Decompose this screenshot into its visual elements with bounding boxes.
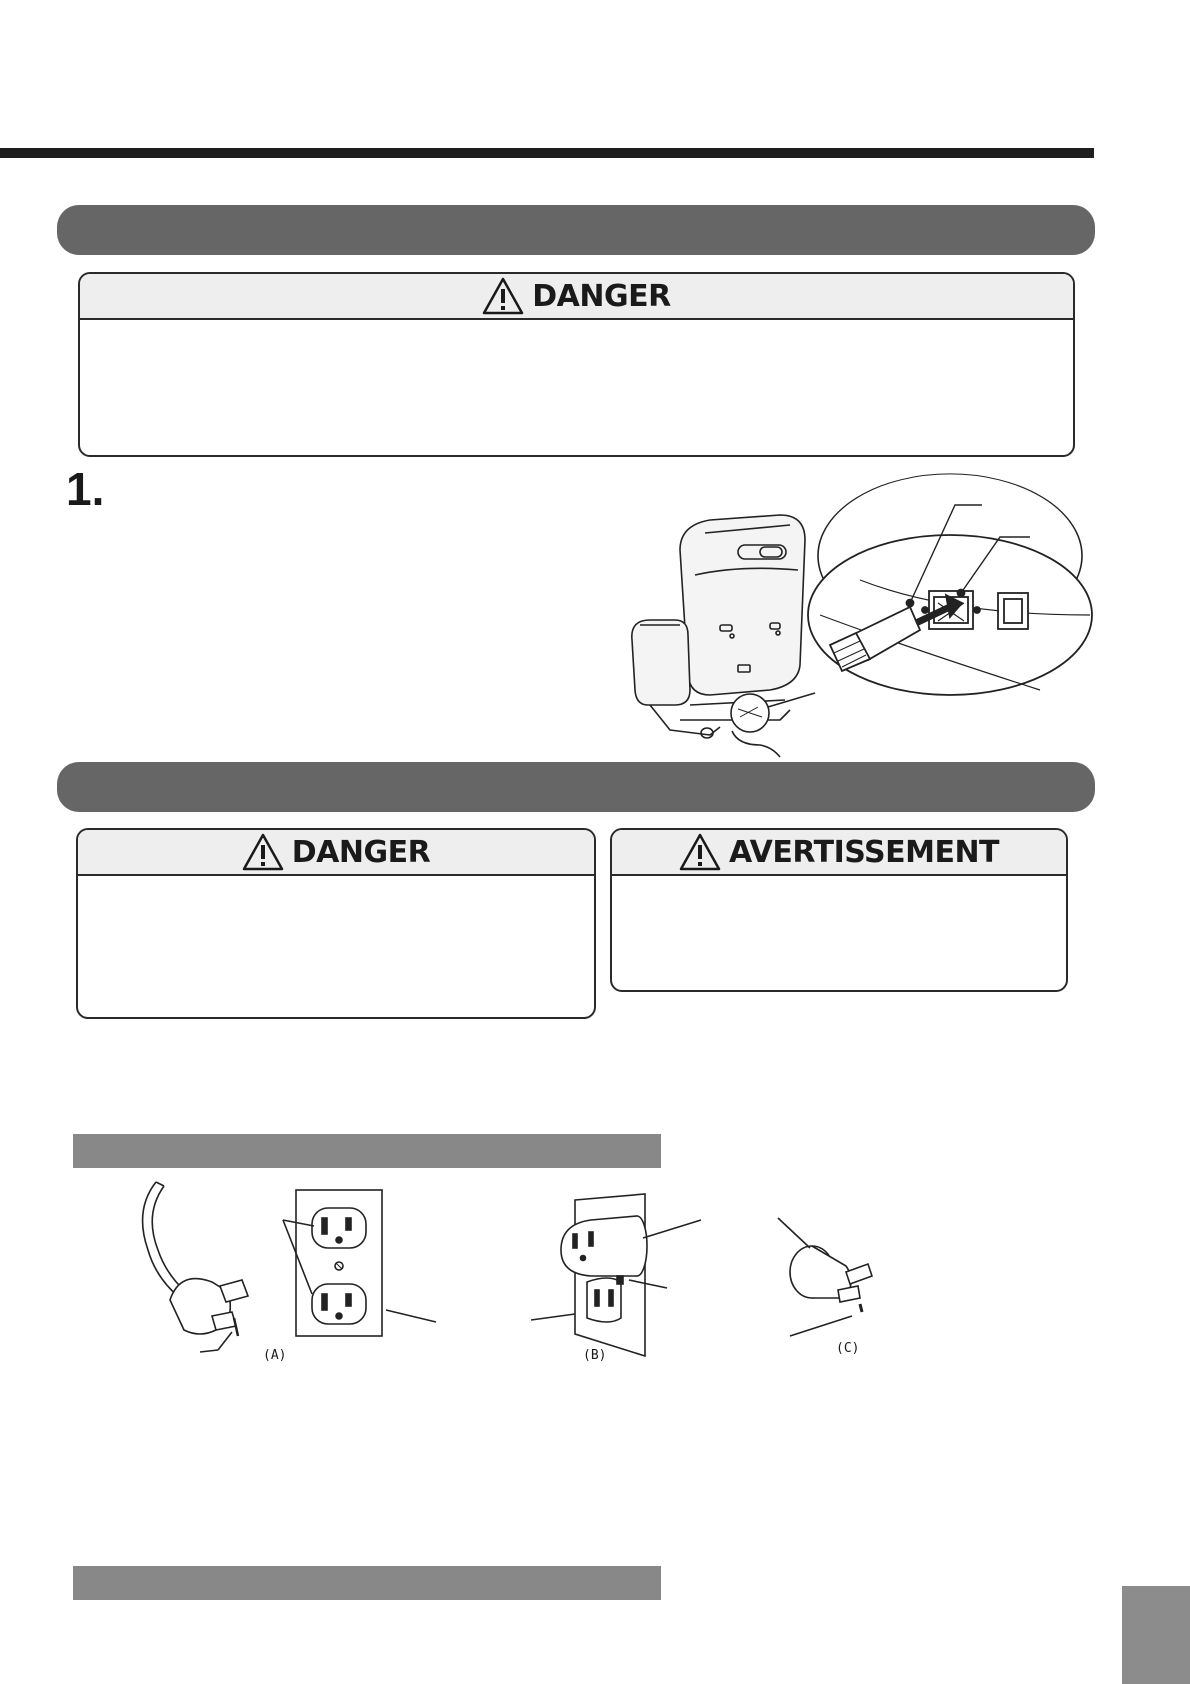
sub-heading-bar-1	[73, 1134, 661, 1168]
figure-a-label: (A)	[263, 1348, 287, 1363]
warning-box-right-title: AVERTISSEMENT	[728, 834, 1000, 870]
danger-box-top-title: DANGER	[532, 278, 671, 314]
danger-box-left	[76, 828, 596, 1019]
warning-box-right-header	[612, 830, 1066, 876]
warning-triangle-icon	[482, 277, 524, 315]
danger-box-left-header	[78, 830, 594, 876]
step-number: 1.	[66, 463, 105, 515]
plug-figure-c	[780, 1220, 920, 1350]
warning-triangle-icon	[242, 833, 284, 871]
chair-power-connection-illustration	[620, 495, 1100, 760]
figure-b-label: (B)	[583, 1348, 607, 1363]
grounded-plug-outlet-figure-a	[120, 1170, 450, 1370]
adapter-figure-b	[525, 1190, 725, 1360]
section-bar-1	[57, 205, 1095, 255]
section-bar-2	[57, 762, 1095, 812]
figure-c-label: (C)	[836, 1341, 860, 1356]
warning-triangle-icon	[679, 833, 721, 871]
page-tab	[1122, 1586, 1190, 1684]
danger-box-top	[78, 272, 1075, 457]
warning-box-right	[610, 828, 1068, 992]
header-rule	[0, 148, 1094, 158]
danger-box-left-title: DANGER	[291, 834, 431, 870]
sub-heading-bar-2	[73, 1566, 661, 1600]
danger-box-top-header	[80, 274, 1073, 320]
